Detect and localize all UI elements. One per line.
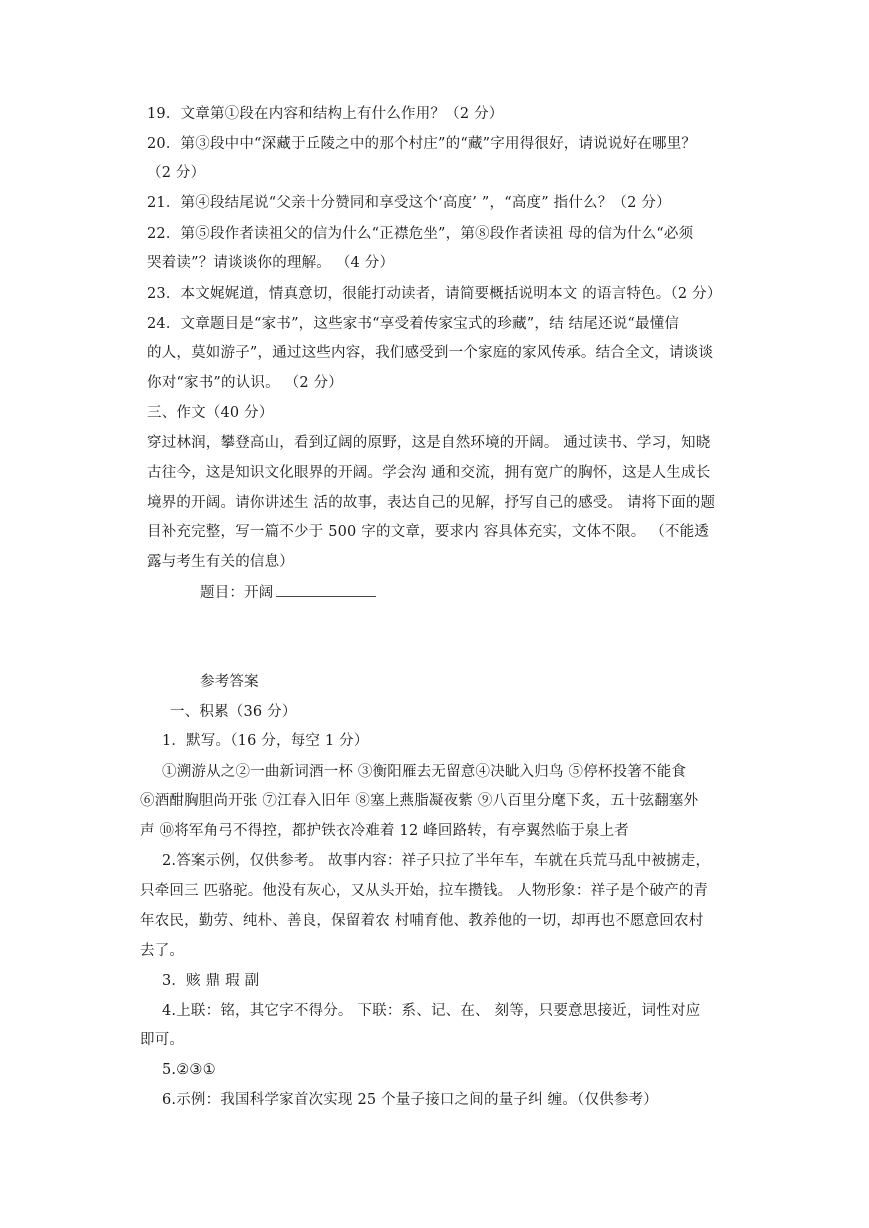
question-19: 19．文章第①段在内容和结构上有什么作用？（2 分） xyxy=(147,106,504,122)
question-20-line-2: （2 分） xyxy=(147,165,206,181)
question-24-line-3: 你对“家书”的认识。 （2 分） xyxy=(147,375,343,391)
essay-prompt-line-5: 露与考生有关的信息） xyxy=(147,554,294,570)
essay-heading: 三、作文（40 分） xyxy=(147,405,274,421)
answer-1-line-3: 声 ⑩将军角弓不得控，都护铁衣冷难着 12 峰回路转，有亭翼然临于泉上者 xyxy=(140,823,629,839)
answer-5: 5.②③① xyxy=(162,1062,216,1078)
essay-prompt-line-2: 古往今，这是知识文化眼界的开阔。学会沟 通和交流，拥有宽广的胸怀，这是人生成长 xyxy=(147,465,711,481)
answer-1-line-1: ①溯游从之②一曲新词酒一杯 ③衡阳雁去无留意④决眦入归鸟 ⑤停杯投箸不能食 xyxy=(162,764,687,780)
answers-heading: 参考答案 xyxy=(200,674,259,690)
answers-section-1: 一、积累（36 分） xyxy=(170,704,297,720)
answer-4-line-1: 4.上联：铭，其它字不得分。 下联：系、记、在、 刻等，只要意思接近，词性对应 xyxy=(162,1003,701,1019)
question-24-line-2: 的人，莫如游子”，通过这些内容，我们感受到一个家庭的家风传承。结合全文，请谈谈 xyxy=(147,345,714,361)
essay-title-label: 题目：开阔 xyxy=(200,585,274,601)
answer-1-line-2: ⑥酒酣胸胆尚开张 ⑦江春入旧年 ⑧塞上燕脂凝夜紫 ⑨八百里分麾下炙，五十弦翻塞外 xyxy=(140,793,699,809)
answer-2-line-3: 年农民，勤劳、纯朴、善良，保留着农 村哺育他、教养他的一切，却再也不愿意回农村 xyxy=(140,913,704,929)
question-22-line-2: 哭着读”？请谈谈你的理解。 （4 分） xyxy=(147,255,395,271)
question-21: 21．第④段结尾说“父亲十分赞同和享受这个‘高度’ ”，“高度” 指什么？（2 分） xyxy=(147,195,671,211)
essay-prompt-line-1: 穿过林润，攀登高山，看到辽阔的原野，这是自然环境的开阔。 通过读书、学习，知晓 xyxy=(147,435,711,451)
answer-2-line-2: 只牵回三 匹骆驼。他没有灰心，又从头开始，拉车攒钱。 人物形象：祥子是个破产的青 xyxy=(140,883,709,899)
answer-1-heading: 1．默写。（16 分，每空 1 分） xyxy=(162,733,369,749)
essay-prompt-line-3: 境界的开阔。请你讲述生 活的故事，表达自己的见解，抒写自己的感受。 请将下面的题 xyxy=(147,495,716,511)
question-23: 23．本文娓娓道，情真意切，很能打动读者，请简要概括说明本文 的语言特色。（2 分） xyxy=(147,286,722,302)
answer-6: 6.示例：我国科学家首次实现 25 个量子接口之间的量子纠 缠。（仅供参考） xyxy=(162,1092,658,1108)
answer-2-line-1: 2.答案示例，仅供参考。 故事内容：祥子只拉了半年车，车就在兵荒马乱中被掳走， xyxy=(162,853,711,869)
answer-2-line-4: 去了。 xyxy=(140,943,185,959)
essay-prompt-line-4: 目补充完整，写一篇不少于 500 字的文章，要求内 容具体充实，文体不限。 （不能透 xyxy=(147,524,710,540)
question-20-line-1: 20．第③段中中“深藏于丘陵之中的那个村庄”的“藏”字用得很好，请说说好在哪里？ xyxy=(147,136,697,152)
answer-4-line-2: 即可。 xyxy=(140,1032,185,1048)
essay-title-row xyxy=(200,582,376,603)
question-22-line-1: 22．第⑤段作者读祖父的信为什么“正襟危坐”，第⑧段作者读祖 母的信为什么“必须 xyxy=(147,226,694,242)
essay-title-blank xyxy=(276,582,376,597)
question-24-line-1: 24．文章题目是“家书”，这些家书“享受着传家宝式的珍藏”，结 结尾还说“最懂信 xyxy=(147,316,680,332)
answer-3: 3．赅 鼎 瑕 副 xyxy=(162,973,260,989)
